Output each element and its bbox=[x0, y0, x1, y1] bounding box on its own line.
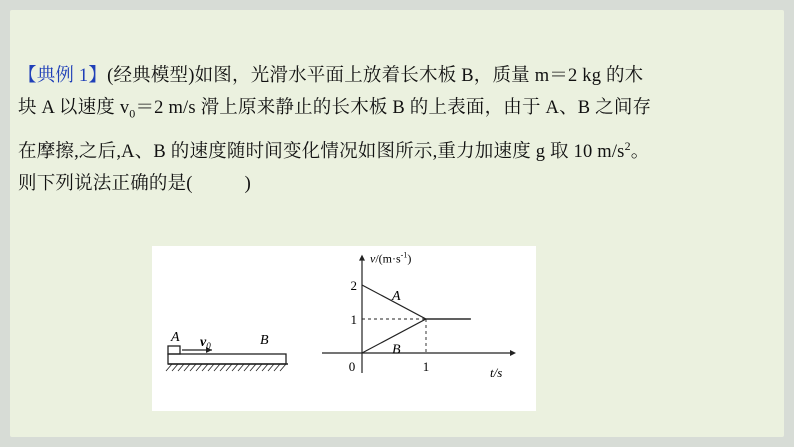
y-tick-label-2: 2 bbox=[350, 278, 357, 293]
hatch-mark bbox=[190, 364, 196, 371]
series-a-label: A bbox=[392, 289, 401, 304]
board-b-label: B bbox=[260, 333, 269, 348]
series-b-line bbox=[362, 319, 471, 353]
hatch-mark bbox=[256, 364, 262, 371]
setup-diagram bbox=[166, 330, 288, 371]
problem-line-3 bbox=[18, 130, 778, 168]
y-tick-label-1: 1 bbox=[350, 312, 357, 327]
x-axis-label: t/s bbox=[490, 365, 503, 380]
figure bbox=[152, 246, 536, 411]
problem-line-4 bbox=[18, 168, 778, 200]
hatch-mark bbox=[202, 364, 208, 371]
hatch-mark bbox=[262, 364, 268, 371]
v0-subscript: 0 bbox=[129, 106, 136, 121]
series-b-label: B bbox=[392, 342, 401, 358]
figure-svg bbox=[152, 246, 536, 411]
board-b bbox=[168, 354, 286, 364]
vt-chart bbox=[322, 251, 516, 380]
y-axis-label: $v/(m\cdot s^{-1})$ bbox=[370, 250, 412, 266]
hatch-mark bbox=[166, 364, 172, 371]
x-tick-label-1: 1 bbox=[422, 359, 430, 374]
squared-superscript: 2 bbox=[624, 138, 631, 153]
velocity-label: $v_0$ bbox=[200, 335, 211, 351]
hatch-mark bbox=[172, 364, 178, 371]
hatch-mark bbox=[184, 364, 190, 371]
hatch-mark bbox=[226, 364, 232, 371]
problem-line-2-a: 块 A 以速度 v bbox=[18, 98, 130, 118]
hatch-mark bbox=[280, 364, 286, 371]
x-axis-arrowhead bbox=[510, 350, 516, 356]
problem-line-3-b: 。 bbox=[630, 141, 650, 162]
problem-line-4-b: ) bbox=[244, 173, 252, 194]
problem-line-3-a: 在摩擦,之后,A、B 的速度随时间变化情况如图所示,重力加速度 g 取 10 m/s bbox=[18, 141, 625, 162]
hatch-mark bbox=[232, 364, 238, 371]
problem-line-4-a: 则下列说法正确的是( bbox=[18, 173, 193, 194]
problem-line-2 bbox=[18, 92, 778, 130]
origin-label: 0 bbox=[348, 359, 356, 374]
hatch-mark bbox=[196, 364, 202, 371]
hatch-mark bbox=[220, 364, 226, 371]
hatch-mark bbox=[274, 364, 280, 371]
problem-text bbox=[18, 60, 778, 200]
hatch-mark bbox=[268, 364, 274, 371]
hatch-mark bbox=[208, 364, 214, 371]
ground-hatching bbox=[166, 364, 286, 371]
y-axis-arrowhead bbox=[359, 255, 365, 261]
block-a bbox=[168, 346, 180, 354]
hatch-mark bbox=[244, 364, 250, 371]
problem-line-1-text: (经典模型)如图，光滑水平面上放着长木板 B，质量 m＝2 kg 的木 bbox=[107, 66, 644, 86]
problem-line-2-b: ＝2 m/s 滑上原来静止的长木板 B 的上表面，由于 A、B 之间存 bbox=[135, 98, 652, 118]
block-a-label: A bbox=[171, 330, 180, 345]
hatch-mark bbox=[178, 364, 184, 371]
hatch-mark bbox=[238, 364, 244, 371]
hatch-mark bbox=[250, 364, 256, 371]
hatch-mark bbox=[214, 364, 220, 371]
example-tag: 【典例 1】 bbox=[18, 66, 108, 86]
series-a-line bbox=[362, 285, 471, 319]
problem-line-1 bbox=[18, 60, 778, 92]
